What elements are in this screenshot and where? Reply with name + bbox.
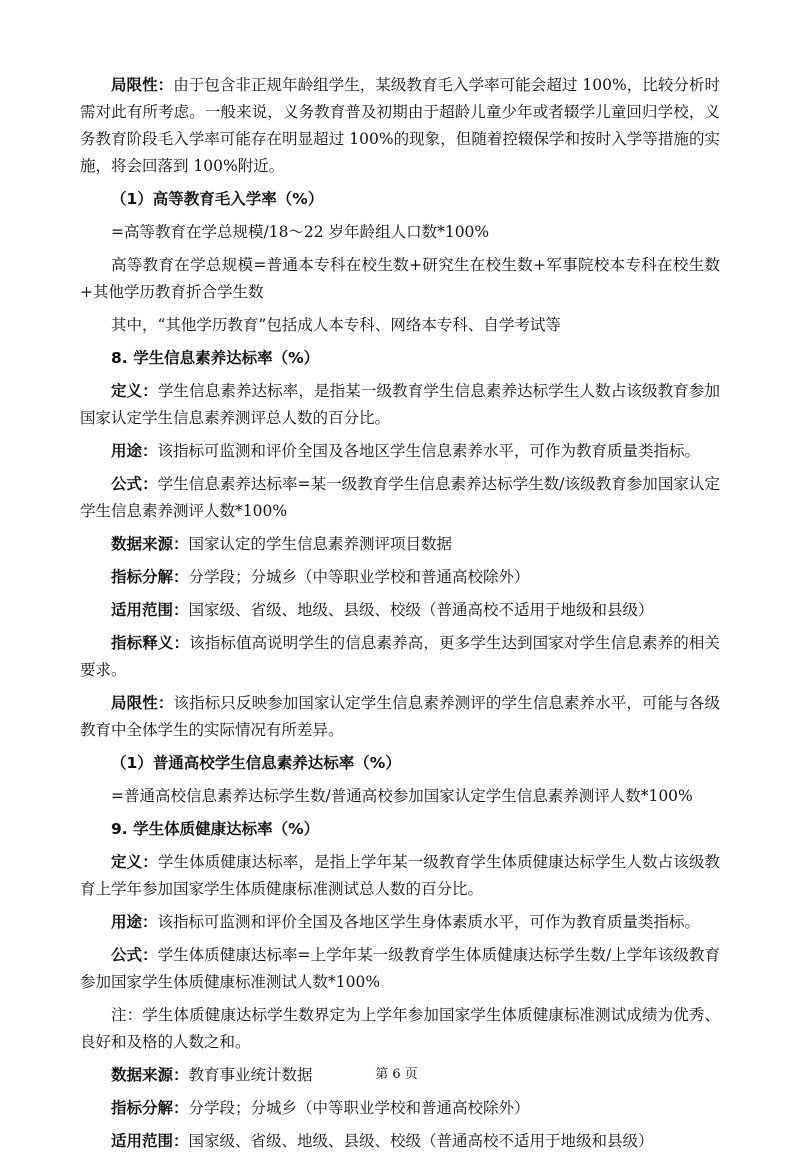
paragraph-text: 该指标只反映参加国家认定学生信息素养测评的学生信息素养水平，可能与各级教育中全体学生的实际情况有所差异。: [80, 694, 720, 739]
labeled-paragraph: [80, 630, 720, 684]
paragraph-label: 公式：: [111, 475, 158, 493]
paragraph-label: 数据来源：: [111, 535, 189, 553]
paragraph-text: 国家认定的学生信息素养测评项目数据: [188, 535, 453, 553]
paragraph-text: 该指标值高说明学生的信息素养高，更多学生达到国家对学生信息素养的相关要求。: [80, 634, 720, 679]
labeled-paragraph: [80, 849, 720, 903]
paragraph-label: 局限性：: [111, 694, 174, 712]
labeled-paragraph: [80, 942, 720, 996]
paragraph-text: 国家级、省级、地级、县级、校级（普通高校不适用于地级和县级）: [188, 601, 654, 619]
paragraph-label: 指标释义：: [111, 634, 190, 652]
body-paragraph: =普通高校信息素养达标学生数/普通高校参加国家认定学生信息素养测评人数*100%: [111, 787, 693, 805]
labeled-paragraph: [80, 1128, 720, 1155]
paragraph-label: 适用范围：: [111, 601, 189, 619]
paragraph-label: 适用范围：: [111, 1132, 189, 1150]
paragraph-text: 该指标可监测和评价全国及各地区学生信息素养水平，可作为教育质量类指标。: [157, 442, 701, 460]
paragraph-label: 指标分解：: [111, 568, 189, 586]
labeled-paragraph: [80, 909, 720, 936]
paragraph-text: 学生体质健康达标率=上学年某一级教育学生体质健康达标学生数/上学年该级教育参加国家学生体质健康标准测试人数*100%: [80, 946, 720, 991]
labeled-paragraph: [80, 531, 720, 558]
labeled-paragraph: [80, 690, 720, 744]
labeled-paragraph: [80, 564, 720, 591]
labeled-paragraph: [80, 72, 720, 180]
paragraph-text: 由于包含非正规年龄组学生，某级教育毛入学率可能会超过 100%，比较分析时需对此有所考虑。一般来说，义务教育普及初期由于超龄儿童少年或者辍学儿童回归学校，义务教育阶段毛入学率可能存在明显超过 100%的现象，但随着控辍保学和按时入学等措施的实施，将会回落到 100%附近。: [80, 76, 720, 175]
subsection-heading: （1）普通高校学生信息素养达标率（%）: [111, 754, 401, 772]
page-number: 第 6 页: [375, 1067, 418, 1082]
labeled-paragraph: [80, 597, 720, 624]
body-paragraph: 注：学生体质健康达标学生数界定为上学年参加国家学生体质健康标准测试成绩为优秀、良好和及格的人数之和。: [80, 1006, 720, 1051]
paragraph-text: 教育事业统计数据: [188, 1066, 313, 1084]
section-heading: 9. 学生体质健康达标率（%）: [111, 820, 320, 838]
body-paragraph: =高等教育在学总规模/18～22 岁年龄组人口数*100%: [111, 223, 490, 241]
paragraph-text: 分学段；分城乡（中等职业学校和普通高校除外）: [188, 568, 530, 586]
labeled-paragraph: [80, 471, 720, 525]
paragraph-label: 用途：: [111, 442, 158, 460]
labeled-paragraph: [80, 438, 720, 465]
body-paragraph: 高等教育在学总规模=普通本专科在校生数+研究生在校生数+军事院校本专科在校生数+其他学历教育折合学生数: [80, 256, 720, 301]
paragraph-text: 该指标可监测和评价全国及各地区学生身体素质水平，可作为教育质量类指标。: [157, 913, 701, 931]
body-paragraph: 其中，“其他学历教育”包括成人本专科、网络本专科、自学考试等: [111, 316, 561, 334]
paragraph-text: 学生信息素养达标率，是指某一级教育学生信息素养达标学生人数占该级教育参加国家认定学生信息素养测评总人数的百分比。: [80, 382, 720, 427]
paragraph-label: 定义：: [111, 382, 158, 400]
paragraph-label: 用途：: [111, 913, 158, 931]
paragraph-label: 指标分解：: [111, 1099, 189, 1117]
page-body: [80, 72, 720, 1161]
paragraph-label: 数据来源：: [111, 1066, 189, 1084]
paragraph-text: 学生体质健康达标率，是指上学年某一级教育学生体质健康达标学生人数占该级教育上学年参加国家学生体质健康标准测试总人数的百分比。: [80, 853, 720, 898]
paragraph-text: 学生信息素养达标率=某一级教育学生信息素养达标学生数/该级教育参加国家认定学生信息素养测评人数*100%: [80, 475, 720, 520]
paragraph-label: 局限性：: [111, 76, 174, 94]
paragraph-label: 公式：: [111, 946, 158, 964]
subsection-heading: （1）高等教育毛入学率（%）: [111, 190, 324, 208]
section-heading: 8. 学生信息素养达标率（%）: [111, 349, 320, 367]
paragraph-text: 分学段；分城乡（中等职业学校和普通高校除外）: [188, 1099, 530, 1117]
paragraph-text: 国家级、省级、地级、县级、校级（普通高校不适用于地级和县级）: [188, 1132, 654, 1150]
labeled-paragraph: [80, 378, 720, 432]
labeled-paragraph: [80, 1095, 720, 1122]
paragraph-label: 定义：: [111, 853, 158, 871]
